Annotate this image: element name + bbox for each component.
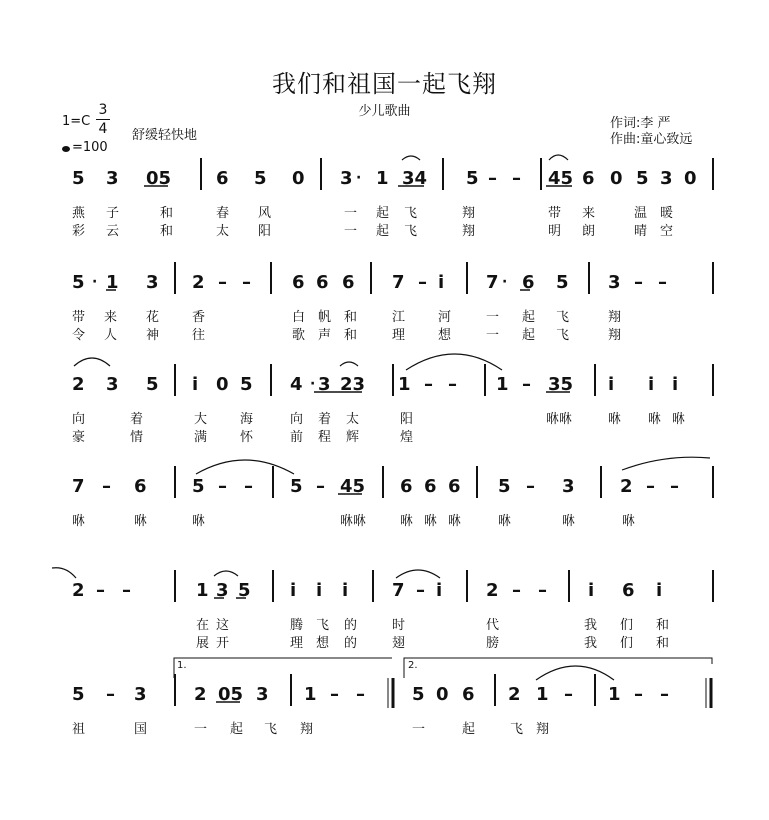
lyric-verse-2: 令 xyxy=(72,328,86,343)
composer-credit: 作曲:童心致远 xyxy=(610,132,693,147)
lyric-verse-2: 彩 xyxy=(72,224,86,239)
note: 05 xyxy=(146,168,172,189)
lyric-verse-2: 翔 xyxy=(462,224,476,239)
note: i xyxy=(342,580,349,601)
lyric-verse-1: 咻 xyxy=(672,412,686,427)
note: 2 xyxy=(72,374,85,395)
note: 3 xyxy=(106,168,119,189)
lyric-verse-1: 咻 xyxy=(498,514,512,529)
lyric-verse-1: 起 xyxy=(376,206,390,221)
lyric-verse-2: 歌 xyxy=(292,328,306,343)
lyric-verse-2: 翅 xyxy=(392,636,406,651)
dash-extension: – xyxy=(424,374,433,395)
key-signature: 1=C xyxy=(62,114,91,129)
note: 1 xyxy=(376,168,389,189)
note: 3 xyxy=(562,476,575,497)
note: i xyxy=(608,374,615,395)
lyric-verse-1: 起 xyxy=(230,722,244,737)
note: 6 xyxy=(400,476,413,497)
dash-extension: – xyxy=(512,168,521,189)
note: 4 xyxy=(290,374,303,395)
lyric-verse-1: 咻 xyxy=(562,514,576,529)
lyric-verse-1: 咻 xyxy=(608,412,622,427)
dash-extension: – xyxy=(418,272,427,293)
note: 6 xyxy=(582,168,595,189)
dash-extension: – xyxy=(658,272,667,293)
dash-extension: – xyxy=(564,684,573,705)
lyric-verse-2: 想 xyxy=(316,636,330,651)
note: 5 xyxy=(498,476,511,497)
note: i xyxy=(648,374,655,395)
lyric-verse-1: 翔 xyxy=(462,206,476,221)
lyric-verse-1: 着 xyxy=(318,412,332,427)
note: 5 xyxy=(238,580,251,601)
note: i xyxy=(316,580,323,601)
lyric-verse-2: 飞 xyxy=(404,224,418,239)
note: 6 xyxy=(622,580,635,601)
lyric-verse-1: 春 xyxy=(216,206,230,221)
note: 3 xyxy=(318,374,331,395)
slur xyxy=(74,358,110,366)
note: 5 xyxy=(192,476,205,497)
volta-label-2: 2. xyxy=(408,660,418,671)
lyric-verse-1: 这 xyxy=(216,618,230,633)
dash-extension: – xyxy=(526,476,535,497)
note: 1 xyxy=(196,580,209,601)
lyric-verse-2: 翔 xyxy=(608,328,622,343)
note: 5 xyxy=(636,168,649,189)
time-signature-bottom: 4 xyxy=(98,121,108,137)
dash-extension: – xyxy=(244,476,253,497)
note: 5 xyxy=(72,168,85,189)
note: 6 xyxy=(462,684,475,705)
dot-mark: · xyxy=(502,274,508,290)
lyric-verse-1: 向 xyxy=(72,412,86,427)
note: 0 xyxy=(292,168,305,189)
slur xyxy=(402,156,420,160)
lyric-verse-2: 神 xyxy=(146,328,160,343)
note: i xyxy=(438,272,445,293)
dot-mark: · xyxy=(310,376,316,392)
dash-extension: – xyxy=(522,374,531,395)
lyric-verse-1: 飞 xyxy=(556,310,570,325)
lyric-verse-1: 起 xyxy=(522,310,536,325)
lyric-verse-1: 咻咻 xyxy=(546,412,573,427)
lyric-verse-2: 想 xyxy=(438,328,452,343)
lyric-verse-2: 和 xyxy=(160,224,174,239)
lyric-verse-1: 阳 xyxy=(400,412,414,427)
note: 34 xyxy=(402,168,428,189)
note: 6 xyxy=(342,272,355,293)
lyric-verse-2: 晴 xyxy=(634,224,648,239)
note: 7 xyxy=(392,272,405,293)
lyric-verse-1: 们 xyxy=(620,618,634,633)
lyric-verse-1: 的 xyxy=(344,618,358,633)
lyric-verse-1: 代 xyxy=(486,618,500,633)
note: 3 xyxy=(106,374,119,395)
note: i xyxy=(672,374,679,395)
note: i xyxy=(436,580,443,601)
note: 0 xyxy=(216,374,229,395)
dash-extension: – xyxy=(538,580,547,601)
note: 5 xyxy=(556,272,569,293)
lyric-verse-1: 温 xyxy=(634,206,648,221)
note: 6 xyxy=(522,272,535,293)
slur xyxy=(536,666,614,680)
note: i xyxy=(192,374,199,395)
lyric-verse-1: 咻 xyxy=(448,514,462,529)
lyric-verse-1: 带 xyxy=(548,206,562,221)
dash-extension: – xyxy=(96,580,105,601)
note: 0 xyxy=(610,168,623,189)
lyric-verse-1: 江 xyxy=(392,310,406,325)
lyric-verse-1: 白 xyxy=(292,310,306,325)
lyric-verse-2: 煌 xyxy=(400,430,414,445)
lyric-verse-1: 向 xyxy=(290,412,304,427)
lyric-verse-1: 飞 xyxy=(404,206,418,221)
lyric-verse-1: 起 xyxy=(462,722,476,737)
song-subtitle: 少儿歌曲 xyxy=(358,104,411,119)
note: 2 xyxy=(72,580,85,601)
lyric-verse-1: 花 xyxy=(146,310,160,325)
dash-extension: – xyxy=(218,272,227,293)
lyric-verse-1: 咻 xyxy=(72,514,86,529)
lyric-verse-1: 暖 xyxy=(660,206,674,221)
lyricist-credit: 作词:李 严 xyxy=(610,116,671,131)
note: 6 xyxy=(316,272,329,293)
note: 5 xyxy=(240,374,253,395)
lyric-verse-2: 和 xyxy=(656,636,670,651)
lyric-verse-2: 和 xyxy=(344,328,358,343)
dash-extension: – xyxy=(122,580,131,601)
lyric-verse-1: 飞 xyxy=(264,722,278,737)
note: i xyxy=(588,580,595,601)
note: 2 xyxy=(620,476,633,497)
note: 05 xyxy=(218,684,244,705)
note: 6 xyxy=(448,476,461,497)
lyric-verse-1: 风 xyxy=(258,206,272,221)
note: 5 xyxy=(412,684,425,705)
slur xyxy=(396,570,440,578)
slur xyxy=(340,362,358,366)
note: i xyxy=(656,580,663,601)
note: 3 xyxy=(660,168,673,189)
lyric-verse-2: 空 xyxy=(660,224,674,239)
lyric-verse-1: 太 xyxy=(346,412,360,427)
lyric-verse-2: 朗 xyxy=(582,224,596,239)
dash-extension: – xyxy=(670,476,679,497)
lyric-verse-2: 展 xyxy=(196,636,210,651)
dash-extension: – xyxy=(106,684,115,705)
lyric-verse-1: 带 xyxy=(72,310,86,325)
lyric-verse-1: 帆 xyxy=(318,310,332,325)
lyric-verse-1: 来 xyxy=(104,310,118,325)
note: 2 xyxy=(194,684,207,705)
lyric-verse-1: 翔 xyxy=(300,722,314,737)
note: 6 xyxy=(292,272,305,293)
lyric-verse-2: 满 xyxy=(194,430,208,445)
note: 1 xyxy=(304,684,317,705)
lyric-verse-1: 腾 xyxy=(290,618,304,633)
lyric-verse-1: 翔 xyxy=(536,722,550,737)
lyric-verse-1: 和 xyxy=(344,310,358,325)
lyric-verse-1: 咻 xyxy=(424,514,438,529)
slur xyxy=(549,155,568,160)
lyric-verse-1: 一 xyxy=(344,206,358,221)
note: 0 xyxy=(436,684,449,705)
note: 3 xyxy=(340,168,353,189)
dash-extension: – xyxy=(646,476,655,497)
dash-extension: – xyxy=(488,168,497,189)
note: 5 xyxy=(146,374,159,395)
lyric-verse-2: 开 xyxy=(216,636,230,651)
lyric-verse-1: 翔 xyxy=(608,310,622,325)
note: 1 xyxy=(608,684,621,705)
lyric-verse-2: 程 xyxy=(318,430,332,445)
lyric-verse-1: 时 xyxy=(392,618,406,633)
lyric-verse-2: 理 xyxy=(392,328,406,343)
lyric-verse-2: 飞 xyxy=(556,328,570,343)
note: 5 xyxy=(466,168,479,189)
lyric-verse-1: 河 xyxy=(438,310,452,325)
lyric-verse-1: 一 xyxy=(194,722,208,737)
volta-bracket-2 xyxy=(404,658,712,678)
dot-mark: · xyxy=(356,170,362,186)
note: 1 xyxy=(106,272,119,293)
lyric-verse-2: 理 xyxy=(290,636,304,651)
lyric-verse-1: 咻 xyxy=(192,514,206,529)
lyric-verse-1: 咻 xyxy=(134,514,148,529)
lyric-verse-1: 一 xyxy=(412,722,426,737)
lyric-verse-1: 和 xyxy=(160,206,174,221)
dash-extension: – xyxy=(660,684,669,705)
note: 7 xyxy=(72,476,85,497)
lyric-verse-1: 和 xyxy=(656,618,670,633)
lyric-verse-1: 咻 xyxy=(400,514,414,529)
slur xyxy=(196,460,294,474)
time-signature-top: 3 xyxy=(98,102,108,118)
lyric-verse-1: 咻 xyxy=(648,412,662,427)
dash-extension: – xyxy=(102,476,111,497)
slur xyxy=(52,568,76,578)
lyric-verse-2: 声 xyxy=(318,328,332,343)
lyric-verse-2: 豪 xyxy=(72,430,86,445)
lyric-verse-2: 前 xyxy=(290,430,304,445)
lyric-verse-2: 往 xyxy=(192,328,206,343)
tempo-marking: 舒缓轻快地 xyxy=(132,128,198,143)
note: i xyxy=(290,580,297,601)
lyric-verse-1: 海 xyxy=(240,412,254,427)
lyric-verse-1: 咻咻 xyxy=(340,514,367,529)
slur xyxy=(406,354,502,370)
note: 23 xyxy=(340,374,366,395)
lyric-verse-2: 太 xyxy=(216,224,230,239)
dash-extension: – xyxy=(356,684,365,705)
lyric-verse-1: 来 xyxy=(582,206,596,221)
note: 45 xyxy=(340,476,366,497)
note: 6 xyxy=(216,168,229,189)
note: 2 xyxy=(508,684,521,705)
lyric-verse-2: 一 xyxy=(344,224,358,239)
dash-extension: – xyxy=(242,272,251,293)
note: 45 xyxy=(548,168,574,189)
lyric-verse-1: 飞 xyxy=(510,722,524,737)
dash-extension: – xyxy=(634,684,643,705)
lyric-verse-2: 明 xyxy=(548,224,562,239)
volta-label-1: 1. xyxy=(177,660,187,671)
note: 5 xyxy=(72,684,85,705)
lyric-verse-1: 一 xyxy=(486,310,500,325)
note: 1 xyxy=(496,374,509,395)
note: 3 xyxy=(608,272,621,293)
lyric-verse-2: 起 xyxy=(376,224,390,239)
lyric-verse-2: 云 xyxy=(106,224,120,239)
lyric-verse-2: 情 xyxy=(130,430,144,445)
note: 3 xyxy=(216,580,229,601)
note: 1 xyxy=(398,374,411,395)
lyric-verse-1: 着 xyxy=(130,412,144,427)
lyric-verse-1: 咻 xyxy=(622,514,636,529)
volta-bracket-1 xyxy=(174,658,392,678)
lyric-verse-2: 一 xyxy=(486,328,500,343)
note: 6 xyxy=(134,476,147,497)
note: 5 xyxy=(254,168,267,189)
song-title: 我们和祖国一起飞翔 xyxy=(272,70,497,98)
dash-extension: – xyxy=(218,476,227,497)
dot-mark: · xyxy=(92,274,98,290)
note: 3 xyxy=(134,684,147,705)
note: 3 xyxy=(146,272,159,293)
slur xyxy=(214,571,238,576)
dash-extension: – xyxy=(448,374,457,395)
lyric-verse-2: 起 xyxy=(522,328,536,343)
dash-extension: – xyxy=(634,272,643,293)
slur xyxy=(622,457,710,470)
note: 2 xyxy=(486,580,499,601)
lyric-verse-2: 人 xyxy=(104,328,118,343)
lyric-verse-1: 我 xyxy=(584,618,598,633)
note: 7 xyxy=(486,272,499,293)
note: 5 xyxy=(72,272,85,293)
lyric-verse-1: 子 xyxy=(106,206,120,221)
lyric-verse-2: 辉 xyxy=(346,430,360,445)
dash-extension: – xyxy=(330,684,339,705)
lyric-verse-2: 的 xyxy=(344,636,358,651)
note: 5 xyxy=(290,476,303,497)
lyric-verse-1: 飞 xyxy=(316,618,330,633)
note: 7 xyxy=(392,580,405,601)
dash-extension: – xyxy=(316,476,325,497)
lyric-verse-2: 怀 xyxy=(240,430,254,445)
note: 0 xyxy=(684,168,697,189)
lyric-verse-2: 阳 xyxy=(258,224,272,239)
lyric-verse-1: 祖 xyxy=(72,722,86,737)
dash-extension: – xyxy=(512,580,521,601)
lyric-verse-1: 香 xyxy=(192,310,206,325)
dash-extension: – xyxy=(416,580,425,601)
note: 1 xyxy=(536,684,549,705)
note: 3 xyxy=(256,684,269,705)
lyric-verse-1: 大 xyxy=(194,412,208,427)
lyric-verse-2: 们 xyxy=(620,636,634,651)
note: 6 xyxy=(424,476,437,497)
lyric-verse-1: 国 xyxy=(134,722,148,737)
lyric-verse-2: 我 xyxy=(584,636,598,651)
note: 2 xyxy=(192,272,205,293)
lyric-verse-2: 膀 xyxy=(486,636,500,651)
bpm-value: =100 xyxy=(72,140,108,155)
note: 35 xyxy=(548,374,574,395)
lyric-verse-1: 在 xyxy=(196,618,210,633)
lyric-verse-1: 燕 xyxy=(72,206,86,221)
